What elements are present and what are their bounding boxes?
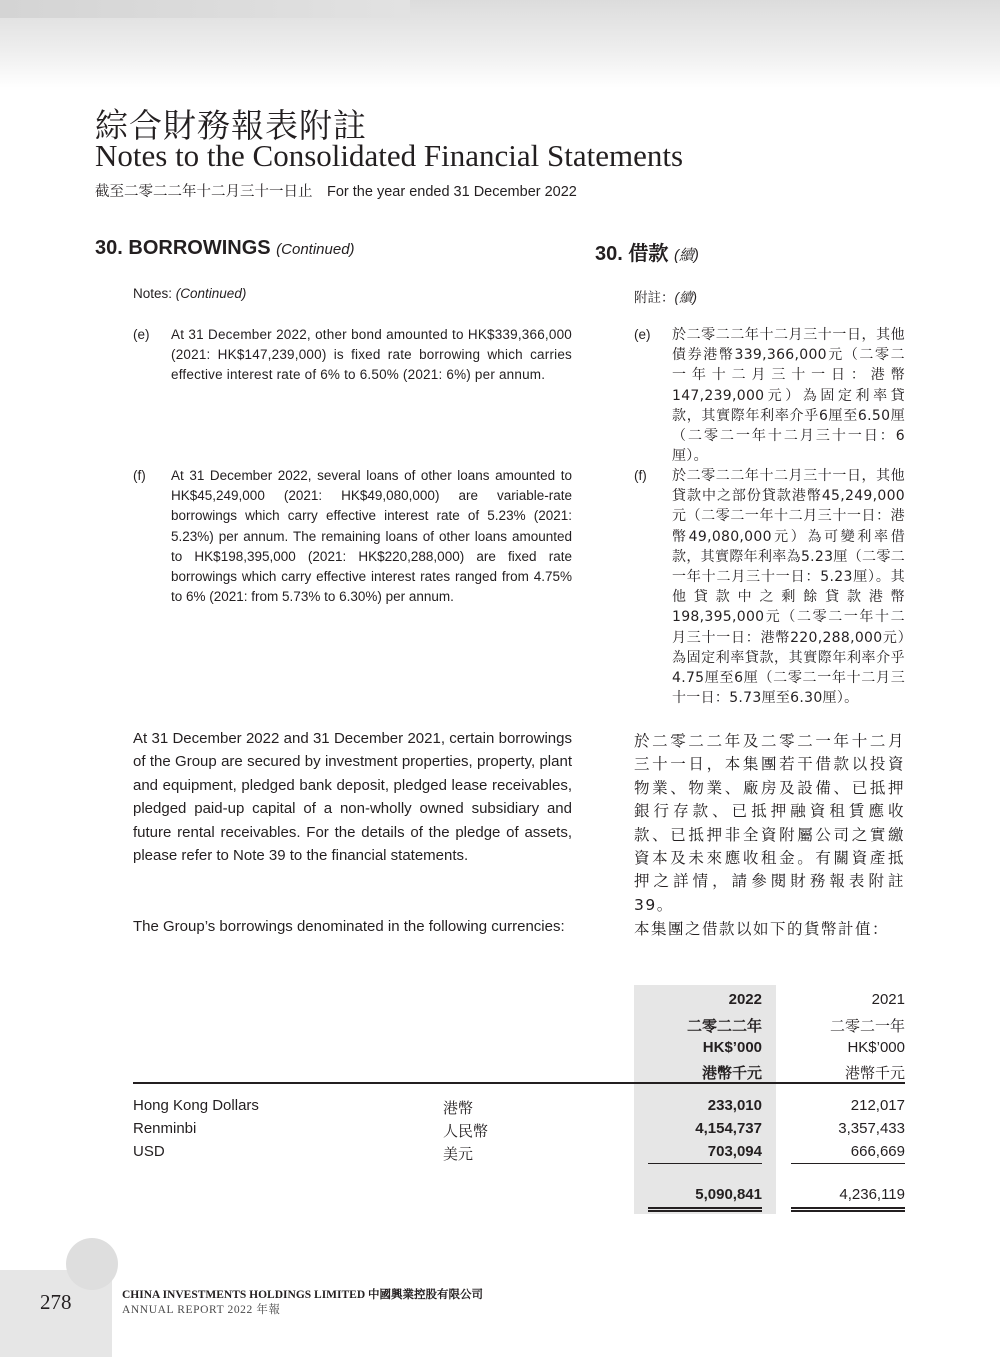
- col-2022-year: 2022: [728, 991, 762, 1008]
- note-e-text-cn: 於二零二二年十二月三十一日，其他債券港幣339,366,000元（二零二一年十二月三十一日：港幣147,239,000元）為固定利率貸款，其實際年利率介乎6厘至6.50厘（二零二一年十二月三十一日：6厘）。: [672, 327, 905, 465]
- note-f-text-cn: 於二零二二年十二月三十一日，其他貸款中之部份貸款港幣45,249,000元（二零二一年十二月三十一日：港幣49,080,000元）為可變利率借款，其實際年利率為5.23厘（二零二一年十二月三十一日：5.23厘）。其他貸款中之剩餘貸款港幣198,395,000元（二零二一年十二月三十一日：港幣220,288,000元）為固定利率貸款，其實際年利率介乎4.75厘至6厘（二零二一年十二月三十一日：5.73厘至6.30厘）。: [672, 468, 905, 707]
- row-label-en: Renminbi: [133, 1120, 197, 1137]
- section-continued: (Continued): [276, 241, 355, 258]
- footer-company: CHINA INVESTMENTS HOLDINGS LIMITED 中國興業控股有限公司: [122, 1289, 484, 1301]
- notes-label-en: [133, 286, 246, 301]
- col-2022-unit-cn: 港幣千元: [701, 1065, 762, 1082]
- row-value-2022: 703,094: [707, 1143, 762, 1160]
- section-heading-cn: [595, 237, 699, 266]
- col-2022-unit: HK$’000: [702, 1039, 762, 1056]
- section-title-cn: 借款: [628, 243, 669, 265]
- row-label-en: USD: [133, 1143, 165, 1160]
- notes-label-cn: [634, 286, 697, 306]
- col-2021-year-cn: 二零二一年: [829, 1018, 905, 1035]
- note-f-marker-cn: (f): [634, 468, 647, 483]
- section-number-cn: 30.: [595, 243, 623, 265]
- notes-label-text-cn: 附註：: [634, 290, 675, 305]
- notes-label-continued-cn: (續): [674, 290, 697, 305]
- notes-label-text: Notes:: [133, 286, 176, 301]
- footer-decoration-circle: [66, 1238, 118, 1290]
- row-label-cn: 人民幣: [443, 1123, 489, 1140]
- pledge-paragraph-en: At 31 December 2022 and 31 December 2021, certain borrowings of the Group are secured by investment properties, property, plant and equipment, pledged bank deposit, pledged lease receivables, pledged paid-up capital of a non-wholly owned subsidiary and future rental receivables. For the details of the pledge of assets, please refer to Note 39 to the financial statements.: [133, 730, 572, 865]
- page-title-en: Notes to the Consolidated Financial Statements: [95, 138, 684, 173]
- col-2021-unit: HK$’000: [847, 1039, 905, 1056]
- row-label-cn: 美元: [443, 1146, 474, 1163]
- page-title-cn: 綜合財務報表附註: [95, 106, 367, 145]
- note-e-marker-cn: (e): [634, 327, 651, 342]
- row-label-en: Hong Kong Dollars: [133, 1097, 259, 1114]
- page-number: 278: [40, 1290, 72, 1314]
- note-e-marker: (e): [133, 327, 150, 342]
- currency-paragraph-en: The Group’s borrowings denominated in the following currencies:: [133, 918, 565, 935]
- note-e-text-en: At 31 December 2022, other bond amounted to HK$339,366,000 (2021: HK$147,239,000) is fixed rate borrowing which carries effective interest rate of 6% to 6.50% (2021: 6%) per annum.: [171, 327, 572, 383]
- section-title: BORROWINGS: [128, 237, 271, 259]
- subtotal-rule-2022: [648, 1163, 762, 1164]
- col-2022-year-cn: 二零二二年: [686, 1018, 762, 1035]
- row-value-2022: 233,010: [707, 1097, 762, 1114]
- subtotal-rule-2021: [791, 1163, 905, 1164]
- row-value-2021: 212,017: [850, 1097, 905, 1114]
- section-heading-en: [95, 237, 355, 260]
- section-continued-cn: (續): [673, 247, 699, 264]
- footer-report: ANNUAL REPORT 2022 年報: [122, 1304, 281, 1316]
- total-value-2021: 4,236,119: [839, 1186, 905, 1203]
- pledge-paragraph-cn: 於二零二二年及二零二一年十二月三十一日，本集團若干借款以投資物業、物業、廠房及設備、已抵押銀行存款、已抵押融資租賃應收款、已抵押非全資附屬公司之實繳資本及未來應收租金。有關資產抵押之詳情，請參閱財務報表附註39。: [634, 732, 905, 914]
- note-f-marker: (f): [133, 468, 146, 483]
- header-band-tab: [0, 0, 410, 18]
- total-value-2022: 5,090,841: [695, 1186, 762, 1203]
- note-f-text-en: At 31 December 2022, several loans of other loans amounted to HK$45,249,000 (2021: HK$49,080,000) are variable-rate borrowings which carry effective interest rate of 5.23% (2021: 5.23%) per annum. The remaining loans of other loans amounted to HK$198,395,000 (2021: HK$220,288,000) are fixed rate borrowings which carry effective interest rates ranged from 4.75% to 6% (2021: from 5.73% to 6.30%) per annum.: [171, 468, 572, 605]
- col-2021-year: 2021: [871, 991, 905, 1008]
- row-value-2022: 4,154,737: [695, 1120, 762, 1137]
- section-number: 30.: [95, 237, 123, 259]
- page-subtitle: 截至二零二二年十二月三十一日止 For the year ended 31 December 2022: [95, 184, 577, 200]
- row-label-cn: 港幣: [443, 1100, 474, 1117]
- currency-paragraph-cn: 本集團之借款以如下的貨幣計值：: [634, 920, 890, 938]
- col-2021-unit-cn: 港幣千元: [844, 1065, 905, 1082]
- total-double-rule-2021: [791, 1207, 905, 1212]
- notes-label-continued: (Continued): [175, 286, 247, 301]
- row-value-2021: 3,357,433: [838, 1120, 905, 1137]
- table-header-rule: [133, 1082, 905, 1084]
- total-double-rule-2022: [648, 1207, 762, 1212]
- row-value-2021: 666,669: [850, 1143, 905, 1160]
